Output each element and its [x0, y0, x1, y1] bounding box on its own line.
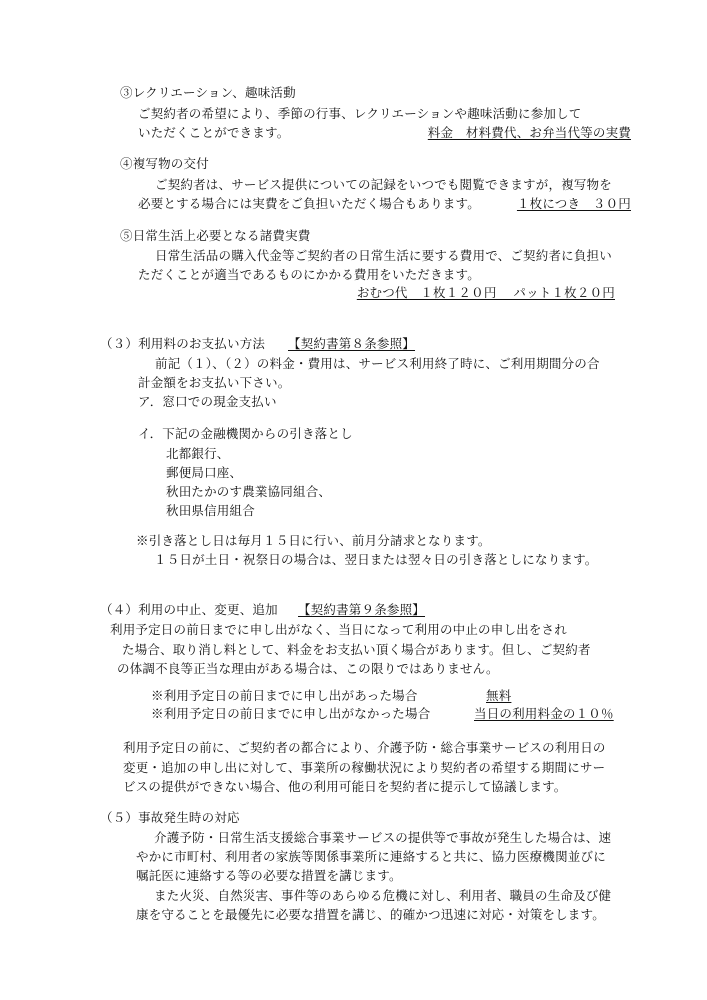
cancel-text-line3: の体調不良等正当な理由がある場合は、この限りではありません。 [117, 661, 499, 676]
recreation-text-line1: ご契約者の希望により、季節の行事、レクリエーションや趣味活動に参加して [138, 106, 582, 121]
payment-text-line1: 前記（１）、（２）の料金・費用は、サービス利用終了時に、ご利用期間分の合 [155, 356, 600, 371]
payment-heading: （３）利用料のお支払い方法 [100, 336, 266, 351]
cancel-case-no-notice-label: ※利用予定日の前日までに申し出がなかった場合 [151, 706, 431, 721]
cancel-text-line1: 利用予定日の前日までに申し出がなく、当日になって利用の中止の申し出をされ [110, 622, 567, 637]
accident-text-line4: また火災、自然災害、事件等のあらゆる危機に対し、利用者、職員の生命及び健 [154, 888, 612, 903]
payment-contract-ref: 【契約書第８条参照】 [288, 336, 416, 351]
change-text-line1: 利用予定日の前に、ご契約者の都合により、介護予防・総合事業サービスの利用日の [123, 740, 606, 755]
cancel-heading: （４）利用の中止、変更、追加 [100, 602, 278, 617]
daily-costs-heading: ⑤日常生活上必要となる諸費実費 [120, 228, 311, 243]
debit-note-line2: １５日が土日・祝祭日の場合は、翌日または翌々日の引き落としになります。 [154, 552, 598, 567]
daily-costs-text-line2: ただくことが適当であるものにかかる費用をいただきます。 [138, 267, 480, 282]
copies-text-line2: 必要とする場合には実費をご負担いただく場合もあります。 [138, 196, 480, 211]
payment-option-cash: ア．窓口での現金支払い [138, 394, 277, 409]
cancel-case-notice-label: ※利用予定日の前日までに申し出があった場合 [151, 688, 418, 703]
accident-text-line2: やかに市町村、利用者の家族等関係事業所に連絡すると共に、協力医療機関並びに [136, 849, 606, 864]
bank-item: 秋田県信用組合 [166, 503, 255, 518]
copies-fee: １枚につき ３０円 [516, 196, 631, 211]
copies-text-line1: ご契約者は、サービス提供についての記録をいつでも閲覧できますが，複写物を [155, 177, 612, 192]
bank-item: 秋田たかのす農業協同組合、 [166, 484, 332, 499]
payment-option-debit: イ．下記の金融機関からの引き落とし [138, 426, 353, 441]
cancel-text-line2: た場合、取り消し料として、料金をお支払い頂く場合があります。但し、ご契約者 [122, 642, 591, 657]
change-text-line3: ビスの提供ができない場合、他の利用可能日を契約者に提示して協議します。 [123, 779, 567, 794]
debit-note-line1: ※引き落とし日は毎月１５日に行い、前月分請求となります。 [136, 533, 491, 548]
copies-heading: ④複写物の交付 [120, 156, 209, 171]
accident-text-line1: 介護予防・日常生活支援総合事業サービスの提供等で事故が発生した場合は、速 [154, 830, 612, 845]
payment-text-line2: 計金額をお支払い下さい。 [138, 375, 291, 390]
cancel-case-no-notice-fee: 当日の利用料金の１０％ [474, 706, 614, 721]
change-text-line2: 変更・追加の申し出に対して、事業所の稼働状況により契約者の希望する期間にサー [123, 760, 606, 775]
cancel-case-notice-fee: 無料 [486, 688, 512, 703]
bank-item: 郵便局口座、 [166, 465, 243, 480]
recreation-text-line2: いただくことができます。 [138, 125, 290, 140]
daily-costs-fee: おむつ代 １枚１２０円 パット１枚２０円 [356, 285, 615, 300]
accident-text-line5: 康を守ることを最優先に必要な措置を講じ、的確かつ迅速に対応・対策をします。 [136, 907, 605, 922]
cancel-contract-ref: 【契約書第９条参照】 [298, 602, 426, 617]
bank-item: 北都銀行、 [166, 446, 230, 461]
accident-heading: （５）事故発生時の対応 [100, 810, 240, 825]
recreation-fee: 料金 材料費代、お弁当代等の実費 [427, 125, 631, 140]
daily-costs-text-line1: 日常生活品の購入代金等ご契約者の日常生活に要する費用で、ご契約者に負担い [155, 248, 612, 263]
recreation-heading: ③レクリエーション、趣味活動 [120, 85, 296, 100]
accident-text-line3: 嘱託医に連絡する等の必要な措置を講じます。 [136, 868, 402, 883]
